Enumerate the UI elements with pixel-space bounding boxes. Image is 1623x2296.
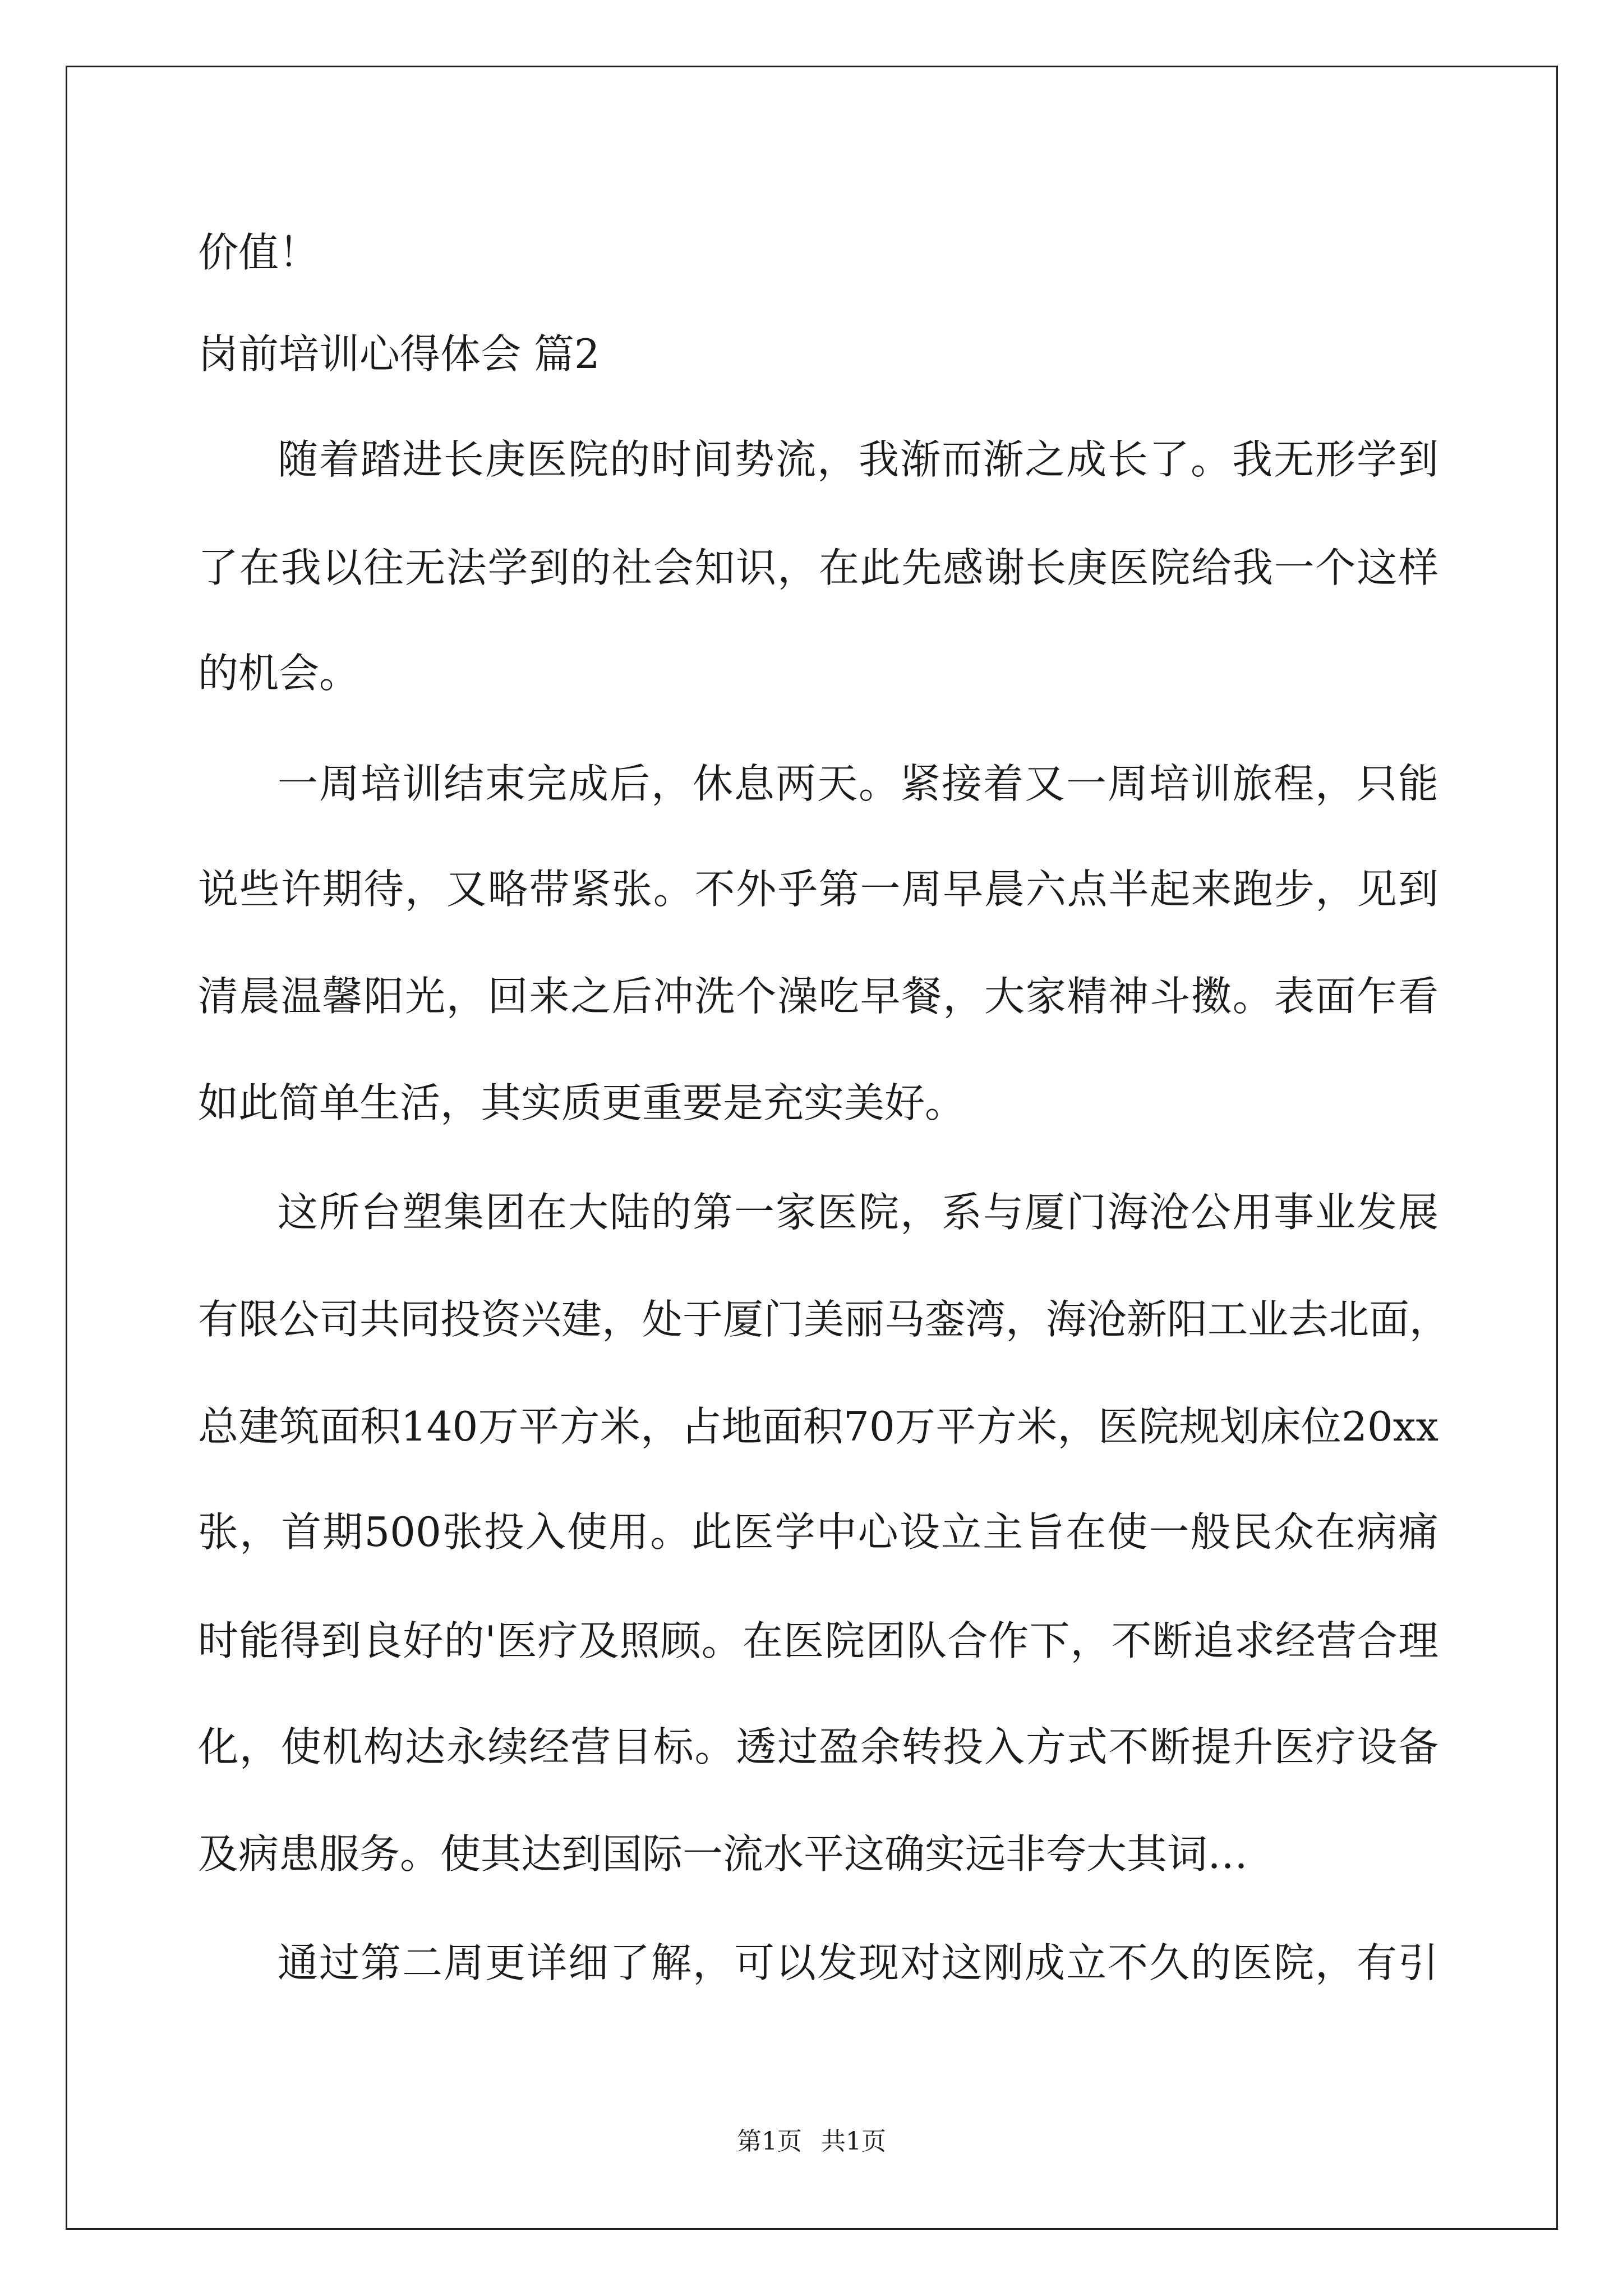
paragraph-line: 时能得到良好的'医疗及照顾。在医院团队合作下，不断追求经营合理: [198, 1617, 1438, 1664]
paragraph-line: 的机会。: [198, 650, 360, 697]
page-footer: [0, 2125, 1623, 2159]
paragraph-line: 说些许期待，又略带紧张。不外乎第一周早晨六点半起来跑步，见到: [198, 866, 1438, 913]
paragraph-line: 张，首期500张投入使用。此医学中心设立主旨在使一般民众在病痛: [198, 1508, 1438, 1556]
section-heading: 岗前培训心得体会 篇2: [198, 330, 600, 378]
paragraph-line: 随着踏进长庚医院的时间势流，我渐而渐之成长了。我无形学到: [278, 436, 1438, 483]
paragraph-line: 化，使机构达永续经营目标。透过盈余转投入方式不断提升医疗设备: [198, 1723, 1438, 1770]
page-border: [66, 66, 1558, 2230]
text-line: 价值！: [198, 229, 320, 276]
paragraph-line: 这所台塑集团在大陆的第一家医院，系与厦门海沧公用事业发展: [278, 1189, 1438, 1236]
paragraph-line: 如此简单生活，其实质更重要是充实美好。: [198, 1079, 966, 1126]
paragraph-line: 清晨温馨阳光，回来之后冲洗个澡吃早餐，大家精神斗擞。表面乍看: [198, 973, 1438, 1020]
page-number: 第1页: [737, 2127, 802, 2156]
paragraph-line: 有限公司共同投资兴建，处于厦门美丽马銮湾，海沧新阳工业去北面，: [198, 1296, 1450, 1343]
paragraph-line: 及病患服务。使其达到国际一流水平这确实远非夸大其词…: [198, 1830, 1248, 1878]
page-total: 共1页: [821, 2127, 886, 2156]
paragraph-line: 了在我以往无法学到的社会知识，在此先感谢长庚医院给我一个这样: [198, 544, 1438, 591]
paragraph-line: 总建筑面积140万平方米，占地面积70万平方米，医院规划床位20xx: [198, 1403, 1438, 1450]
paragraph-line: 通过第二周更详细了解，可以发现对这刚成立不久的医院，有引: [278, 1939, 1438, 1986]
paragraph-line: 一周培训结束完成后，休息两天。紧接着又一周培训旅程，只能: [278, 760, 1438, 807]
